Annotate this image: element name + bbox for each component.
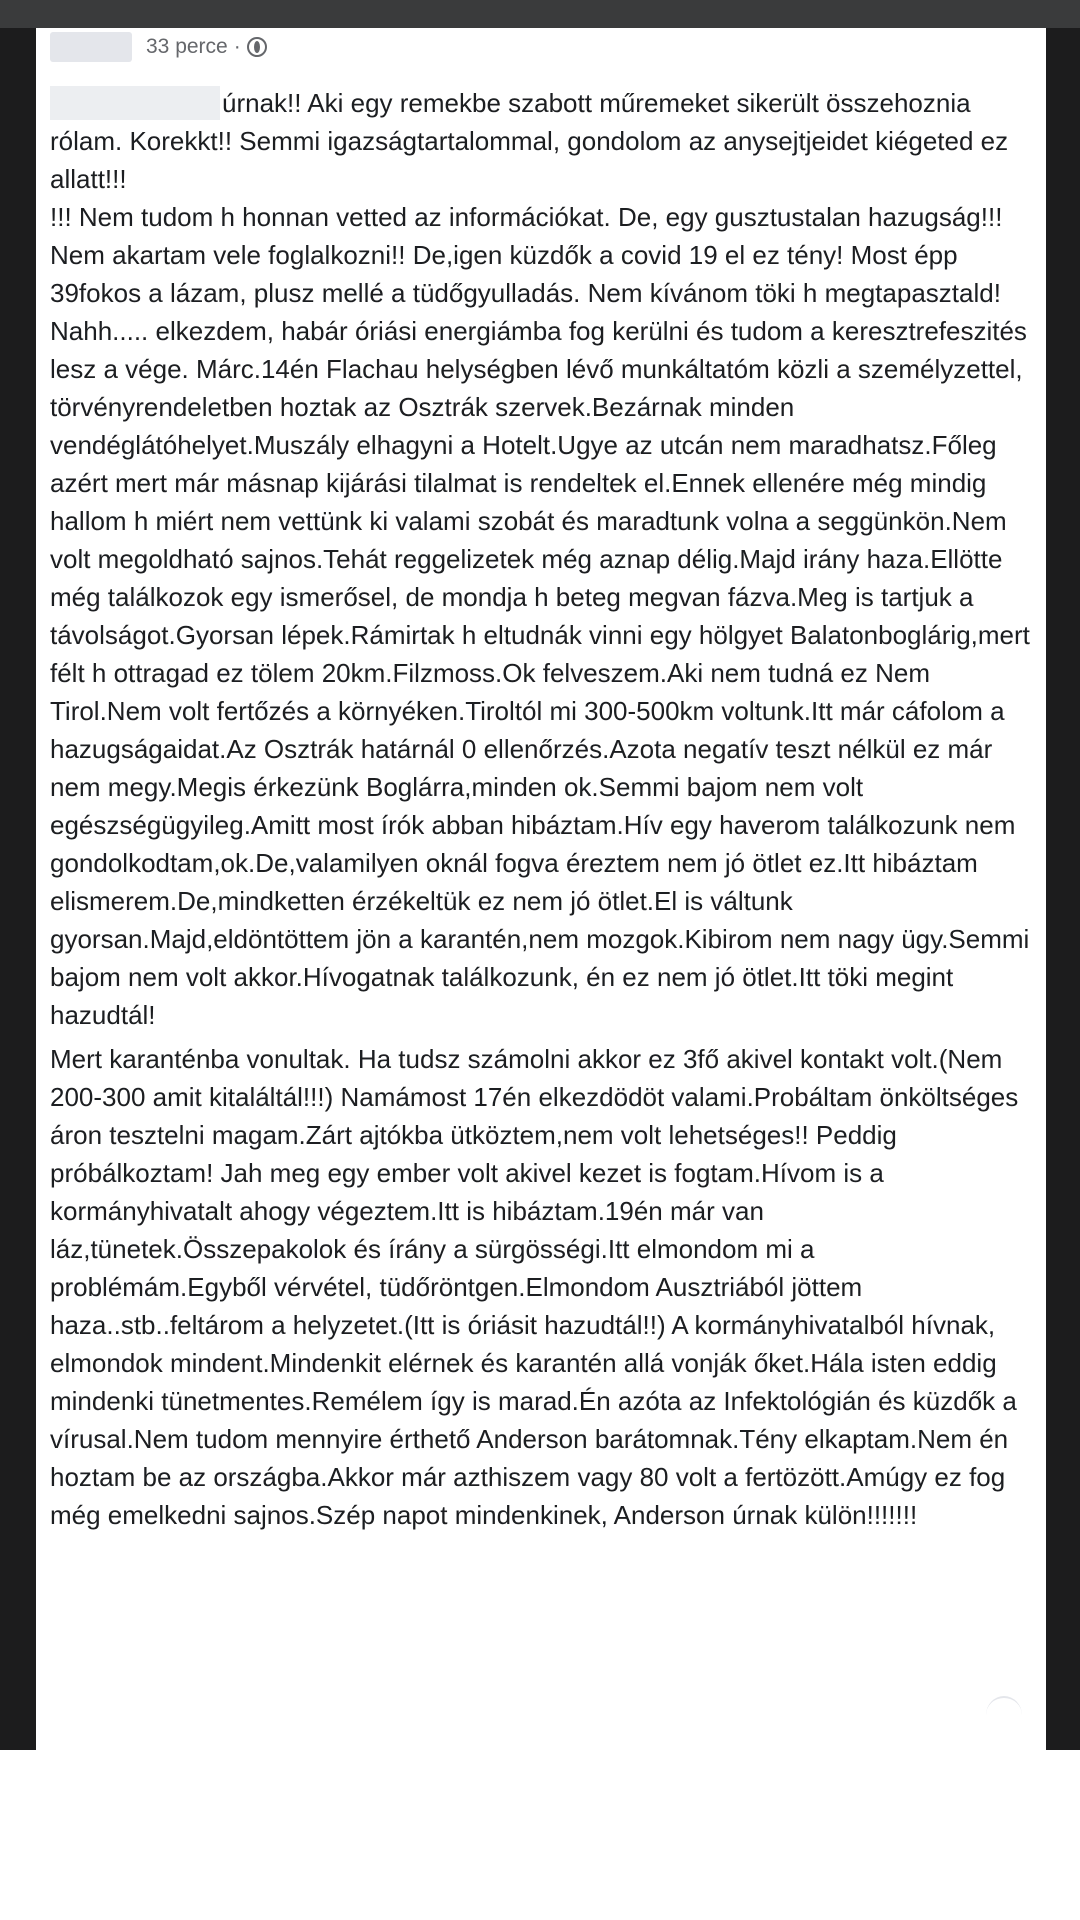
post-card [36, 28, 1046, 1750]
globe-icon[interactable] [247, 37, 267, 57]
post-paragraph [50, 84, 1035, 198]
scroll-indicator [986, 1696, 1022, 1734]
paragraph-text: úrnak!! Aki egy remekbe szabott műremeket sikerült összehoznia rólam. Korekkt!! Semmi igazságtartalommal, gondolom az anysejtjeidet kiégeted ez allatt!!! [50, 88, 1009, 194]
author-name-redacted[interactable] [50, 32, 132, 62]
post-paragraph: Mert karanténba vonultak. Ha tudsz számolni akkor ez 3fő akivel kontakt volt.(Nem 200-300 amit kitaláltál!!!) Namámost 17én elkezdödöt valami.Probáltam önköltséges áron tesztelni magam.Zárt ajtókba ütköztem,nem volt lehetséges!! Peddig próbálkoztam! Jah meg egy ember volt akivel kezet is fogtam.Hívom is a kormányhivatalt ahogy végeztem.Itt is hibáztam.19én már van láz,tünetek.Összepakolok és írány a sürgösségi.Itt elmondom mi a problémám.Egyből vérvétel, tüdőröntgen.Elmondom Ausztriából jöttem haza..stb..feltárom a helyzetet.(Itt is óriásit hazudtál!!) A kormányhivatalból hívnak, elmondok mindent.Mindenkit elérnek és karantén allá vonják őket.Hála isten eddig mindenki tünetmentes.Remélem így is marad.Én azóta az Infektológián és küzdők a vírusal.Nem tudom mennyire érthető Anderson barátomnak.Tény elkaptam.Nem én hoztam be az országba.Akkor már azthiszem vagy 80 volt a fertözött.Amúgy ez fog még emelkedni sajnos.Szép napot mindenkinek, Anderson úrnak külön!!!!!!! [50, 1044, 1019, 1530]
post-header [50, 30, 267, 64]
post-paragraph: !!! Nem tudom h honnan vetted az információkat. De, egy gusztustalan hazugság!!! [50, 202, 1003, 232]
mention-redacted[interactable] [50, 86, 220, 120]
meta-separator: · [233, 35, 241, 58]
screen-frame [0, 28, 1080, 1750]
post-paragraph: Nem akartam vele foglalkozni!! De,igen küzdők a covid 19 el ez tény! Most épp 39fokos a lázam, plusz mellé a tüdőgyulladás. Nem kívánom töki h megtapasztald! Nahh..... elkezdem, habár óriási energiámba fog kerülni és tudom a keresztrefeszités lesz a vége. Márc.14én Flachau helységben lévő munkáltatóm közli a személyzettel, törvényrendeletben hoztak az Osztrák szervek.Bezárnak minden vendéglátóhelyet.Muszály elhagyni a Hotelt.Ugye az utcán nem maradhatsz.Főleg azért mert már másnap kijárási tilalmat is rendeltek el.Ennek ellenére még mindig hallom h miért nem vettünk ki valami szobát és maradtunk volna a seggünkön.Nem volt megoldható sajnos.Tehát reggelizetek még aznap délig.Majd irány haza.Ellötte még találkozok egy ismerősel, de mondja h beteg megvan fázva.Meg is tartjuk a távolságot.Gyorsan lépek.Rámirtak h eltudnák vinni egy hölgyet Balatonboglárig,mert félt h ottragad ez tölem 20km.Filzmoss.Ok felveszem.Aki nem tudná ez Nem Tirol.Nem volt fertőzés a környéken.Tiroltól mi 300-500km voltunk.Itt már cáfolom a hazugságaidat.Az Osztrák határnál 0 ellenőrzés.Azota negatív teszt nélkül ez már nem megy.Megis érkezünk Boglárra,minden ok.Semmi bajom nem volt egészségügyileg.Amitt most írók abban hibáztam.Hív egy haverom találkozunk nem gondolkodtam,ok.De,valamilyen oknál fogva éreztem nem jó ötlet ez.Itt hibáztam elismerem.De,mindketten érzékeltük ez nem jó ötlet.El is váltunk gyorsan.Majd,eldöntöttem jön a karantén,nem mozgok.Kibirom nem nagy ügy.Semmi bajom nem volt akkor.Hívogatnak találkozunk, én ez nem jó ötlet.Itt töki megint hazudtál! [50, 240, 1030, 1030]
top-bar [0, 0, 1080, 28]
post-body [50, 84, 1035, 1534]
post-timestamp[interactable]: 33 perce [146, 35, 228, 58]
